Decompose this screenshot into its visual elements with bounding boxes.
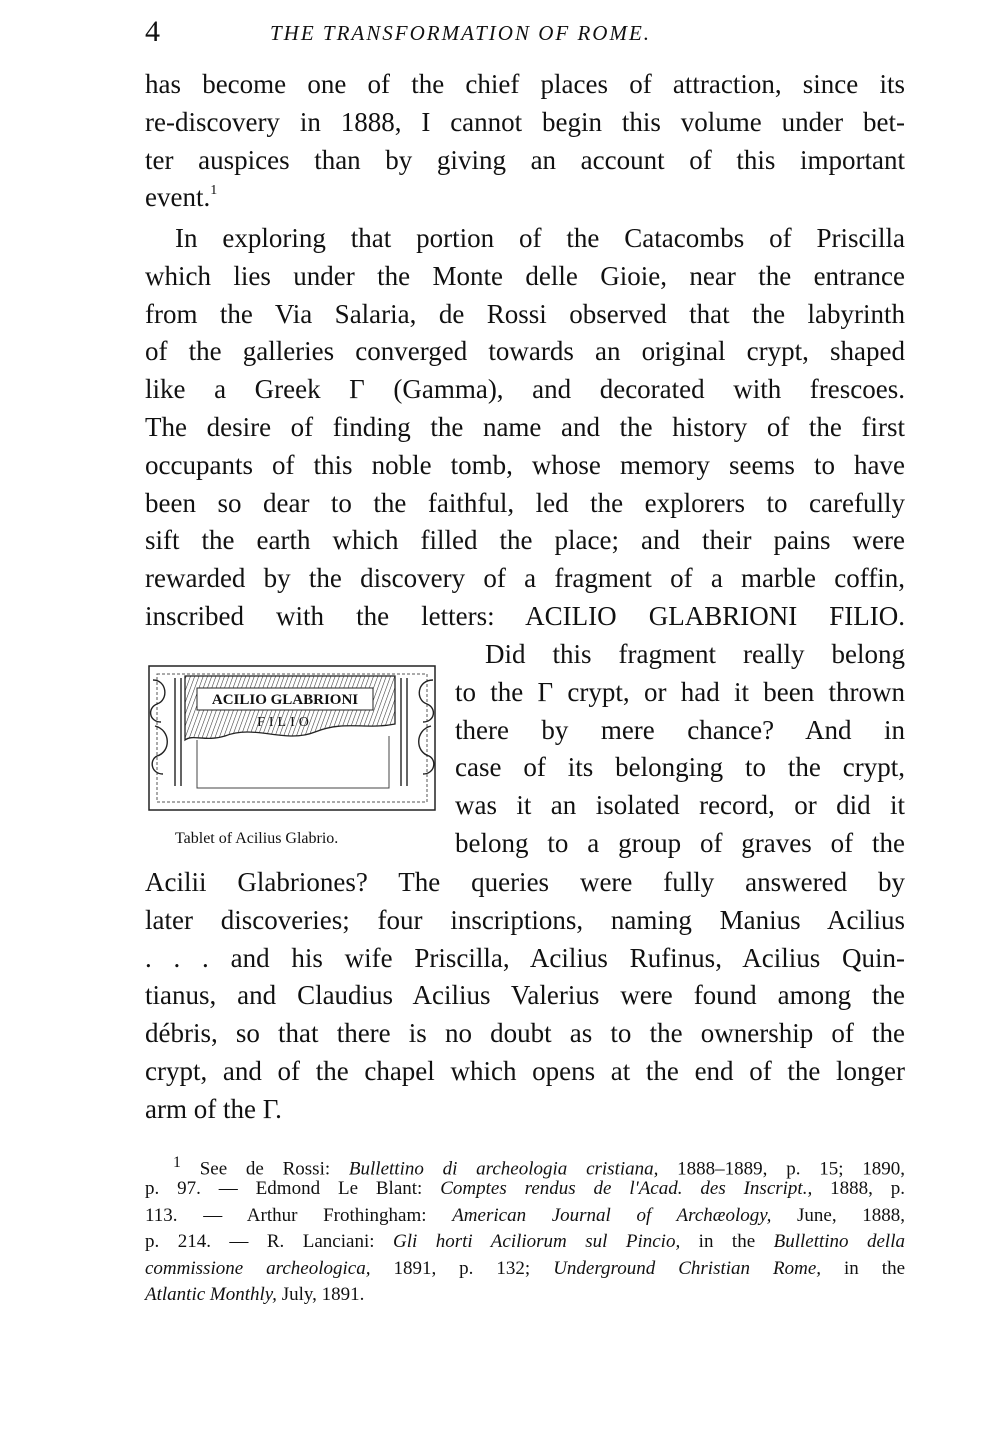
text-line: tianus, and Claudius Acilius Valerius were found among the	[145, 980, 905, 1011]
text-line: Acilii Glabriones? The queries were fully answered by	[145, 867, 905, 897]
footnote-text: July, 1891.	[276, 1283, 365, 1305]
footnote-citation: commissione archeologica,	[145, 1257, 371, 1279]
footnote-ref: 1	[210, 183, 218, 199]
text-line: inscribed with the letters: ACILIO GLABRIONI FILIO.	[145, 600, 905, 631]
paragraph-2-continued	[145, 864, 905, 1129]
text-line: from the Via Salaria, de Rossi observed that the labyrinth	[145, 298, 905, 329]
footnote-citation: Comptes rendus de l'Acad. des Inscript.,	[440, 1178, 813, 1200]
text-line-end: event.	[145, 182, 211, 213]
text-line: like a Greek Γ (Gamma), and decorated with frescoes.	[145, 374, 905, 405]
footnote-citation: Bullettino della	[773, 1231, 905, 1253]
text-line: has become one of the chief places of attraction, since its	[145, 69, 905, 99]
paragraph-1	[145, 66, 905, 217]
text-line: . . . and his wife Priscilla, Acilius Rufinus, Acilius Quin-	[145, 942, 905, 973]
tablet-figure	[145, 660, 440, 860]
text-line: case of its belonging to the crypt,	[455, 752, 905, 783]
footnote-text: in the	[821, 1257, 906, 1279]
text-line: ter auspices than by giving an account of this important	[145, 144, 905, 175]
footnote-text: 1888–1889, p. 15; 1890,	[658, 1158, 906, 1180]
text-line: rewarded by the discovery of a fragment of a marble coffin,	[145, 563, 905, 594]
text-line: Did this fragment really belong	[485, 639, 905, 669]
footnote-citation: Gli horti Aciliorum sul Pincio,	[392, 1231, 681, 1253]
inscription-line-2: FILIO	[257, 715, 313, 730]
text-line: sift the earth which filled the place; and their pains were	[145, 525, 905, 556]
text-line: later discoveries; four inscriptions, naming Manius Acilius	[145, 904, 905, 935]
footnote-citation: Bullettino di archeologia cristiana,	[348, 1158, 659, 1180]
footnote-text: 1888, p.	[812, 1178, 906, 1200]
text-line: occupants of this noble tomb, whose memory seems to have	[145, 449, 905, 480]
page-number: 4	[145, 15, 160, 48]
right-scroll-ornament	[401, 678, 434, 786]
text-line: was it an isolated record, or did it	[455, 790, 905, 821]
footnote-text: p. 97. — Edmond Le Blant:	[145, 1178, 441, 1200]
paragraph-2	[145, 220, 905, 636]
footnote-citation: Underground Christian Rome,	[553, 1257, 822, 1279]
footnote-line	[145, 1229, 905, 1255]
tablet-lower-panel	[197, 736, 389, 788]
text-line: of the galleries converged towards an original crypt, shaped	[145, 336, 905, 367]
footnote-line	[145, 1282, 905, 1308]
footnote-text: p. 214. — R. Lanciani:	[145, 1231, 393, 1253]
footnote-text: June, 1888,	[771, 1204, 906, 1226]
footnote-citation: Atlantic Monthly,	[145, 1283, 277, 1305]
text-line: crypt, and of the chapel which opens at the end of the longer	[145, 1055, 905, 1086]
footnote	[145, 1150, 905, 1308]
text-line: been so dear to the faithful, led the explorers to carefully	[145, 487, 905, 518]
page-header	[145, 12, 905, 52]
text-line: re-discovery in 1888, I cannot begin this volume under bet-	[145, 106, 905, 137]
footnote-text: See de Rossi:	[199, 1158, 349, 1180]
text-line: belong to a group of graves of the	[455, 827, 905, 858]
footnote-text: in the	[680, 1231, 774, 1253]
footnote-text: 1891, p. 132;	[370, 1257, 554, 1279]
footnote-line	[145, 1150, 906, 1180]
text-line: débris, so that there is no doubt as to the ownership of the	[145, 1018, 905, 1049]
text-line: to the Γ crypt, or had it been thrown	[455, 676, 905, 707]
footnote-line	[145, 1203, 905, 1229]
footnote-citation: American Journal of Archæology,	[452, 1204, 772, 1226]
text-line: arm of the Γ.	[145, 1093, 282, 1124]
text-line	[145, 179, 905, 217]
text-line: In exploring that portion of the Catacombs of Priscilla	[175, 223, 905, 253]
footnote-line	[145, 1176, 905, 1202]
text-line: there by mere chance? And in	[455, 714, 905, 745]
tablet-illustration	[145, 660, 440, 820]
text-line: which lies under the Monte delle Gioie, near the entrance	[145, 260, 905, 291]
figure-caption: Tablet of Acilius Glabrio.	[175, 830, 339, 847]
left-scroll-ornament	[151, 678, 181, 786]
running-title: THE TRANSFORMATION OF ROME.	[270, 21, 652, 45]
text-line: The desire of finding the name and the history of the first	[145, 411, 905, 442]
inscription-line-1: ACILIO GLABRIONI	[211, 692, 359, 708]
footnote-marker: 1	[173, 1154, 181, 1171]
footnote-text: 113. — Arthur Frothingham:	[145, 1204, 453, 1226]
footnote-line	[145, 1256, 905, 1282]
wrapped-text	[455, 636, 905, 863]
